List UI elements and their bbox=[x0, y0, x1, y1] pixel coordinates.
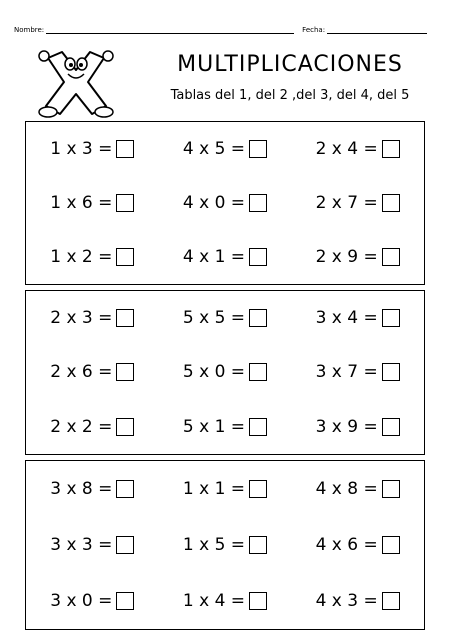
problem-cell bbox=[291, 176, 424, 230]
name-field[interactable] bbox=[46, 33, 294, 34]
problem-cell bbox=[26, 517, 159, 573]
header-line bbox=[14, 20, 439, 34]
problem-text: 4 x 1 = bbox=[182, 247, 246, 267]
answer-box[interactable] bbox=[116, 592, 134, 610]
answer-box[interactable] bbox=[382, 309, 400, 327]
problem-text: 1 x 1 = bbox=[182, 479, 246, 499]
answer-box[interactable] bbox=[116, 363, 134, 381]
problem-cell bbox=[159, 517, 292, 573]
problem-text: 5 x 1 = bbox=[182, 416, 246, 437]
answer-box[interactable] bbox=[249, 480, 267, 498]
problem-cell bbox=[26, 345, 159, 399]
problem-cell bbox=[291, 291, 424, 345]
problem-cell bbox=[159, 230, 292, 284]
problem-cell bbox=[159, 573, 292, 629]
problem-text: 4 x 3 = bbox=[315, 591, 378, 611]
problem-cell bbox=[291, 573, 424, 629]
problem-cell bbox=[26, 573, 159, 629]
answer-box[interactable] bbox=[382, 194, 400, 212]
problem-cell bbox=[291, 517, 424, 573]
answer-box[interactable] bbox=[116, 418, 134, 436]
problem-cell bbox=[291, 345, 424, 399]
problem-cell bbox=[26, 176, 159, 230]
problem-text: 1 x 2 = bbox=[50, 247, 113, 267]
problem-text: 4 x 8 = bbox=[315, 479, 378, 499]
answer-box[interactable] bbox=[116, 309, 134, 327]
page-title: MULTIPLICACIONES bbox=[177, 52, 403, 77]
answer-box[interactable] bbox=[249, 140, 267, 158]
answer-box[interactable] bbox=[249, 309, 267, 327]
problem-text: 4 x 5 = bbox=[182, 139, 246, 159]
problem-cell bbox=[159, 176, 292, 230]
problem-text: 2 x 4 = bbox=[315, 139, 378, 159]
problem-cell bbox=[26, 230, 159, 284]
answer-box[interactable] bbox=[116, 248, 134, 266]
problem-text: 5 x 5 = bbox=[182, 308, 246, 329]
answer-box[interactable] bbox=[249, 536, 267, 554]
problem-cell bbox=[26, 291, 159, 345]
problem-text: 3 x 3 = bbox=[50, 535, 113, 555]
problem-cell bbox=[291, 122, 424, 176]
problem-text: 3 x 4 = bbox=[315, 308, 378, 329]
answer-box[interactable] bbox=[382, 248, 400, 266]
problem-text: 1 x 3 = bbox=[50, 139, 113, 159]
problem-text: 1 x 4 = bbox=[182, 591, 246, 611]
problem-cell bbox=[159, 291, 292, 345]
answer-box[interactable] bbox=[116, 140, 134, 158]
answer-box[interactable] bbox=[116, 480, 134, 498]
answer-box[interactable] bbox=[382, 536, 400, 554]
problem-cell bbox=[26, 461, 159, 517]
problem-cell bbox=[159, 400, 292, 454]
answer-box[interactable] bbox=[249, 194, 267, 212]
problem-cell bbox=[159, 461, 292, 517]
answer-box[interactable] bbox=[249, 363, 267, 381]
date-field[interactable] bbox=[327, 33, 427, 34]
problem-block-2 bbox=[25, 290, 425, 455]
problem-text: 4 x 0 = bbox=[182, 193, 246, 213]
problem-text: 3 x 7 = bbox=[315, 362, 378, 383]
problem-text: 2 x 9 = bbox=[315, 247, 378, 267]
answer-box[interactable] bbox=[249, 248, 267, 266]
problem-block-1 bbox=[25, 121, 425, 285]
problem-cell bbox=[26, 400, 159, 454]
answer-box[interactable] bbox=[116, 536, 134, 554]
answer-box[interactable] bbox=[382, 418, 400, 436]
problem-text: 3 x 9 = bbox=[315, 416, 378, 437]
problem-cell bbox=[291, 400, 424, 454]
answer-box[interactable] bbox=[116, 194, 134, 212]
answer-box[interactable] bbox=[249, 592, 267, 610]
problem-text: 5 x 0 = bbox=[182, 362, 246, 383]
problem-text: 3 x 0 = bbox=[50, 591, 113, 611]
answer-box[interactable] bbox=[249, 418, 267, 436]
problem-text: 1 x 5 = bbox=[182, 535, 246, 555]
problem-text: 3 x 8 = bbox=[50, 479, 113, 499]
problem-text: 2 x 6 = bbox=[50, 362, 113, 383]
answer-box[interactable] bbox=[382, 363, 400, 381]
problem-text: 2 x 3 = bbox=[50, 308, 113, 329]
problem-cell bbox=[159, 345, 292, 399]
problem-cell bbox=[291, 230, 424, 284]
problem-cell bbox=[159, 122, 292, 176]
problem-block-3 bbox=[25, 460, 425, 630]
page-subtitle: Tablas del 1, del 2 ,del 3, del 4, del 5 bbox=[170, 88, 410, 103]
name-label: Nombre: bbox=[14, 26, 45, 34]
problem-text: 4 x 6 = bbox=[315, 535, 378, 555]
problem-text: 2 x 7 = bbox=[315, 193, 378, 213]
answer-box[interactable] bbox=[382, 592, 400, 610]
problem-cell bbox=[26, 122, 159, 176]
multiplication-mascot-icon bbox=[26, 44, 126, 122]
problem-text: 1 x 6 = bbox=[50, 193, 113, 213]
answer-box[interactable] bbox=[382, 140, 400, 158]
problem-cell bbox=[291, 461, 424, 517]
problem-text: 2 x 2 = bbox=[50, 416, 113, 437]
answer-box[interactable] bbox=[382, 480, 400, 498]
date-label: Fecha: bbox=[302, 26, 326, 34]
